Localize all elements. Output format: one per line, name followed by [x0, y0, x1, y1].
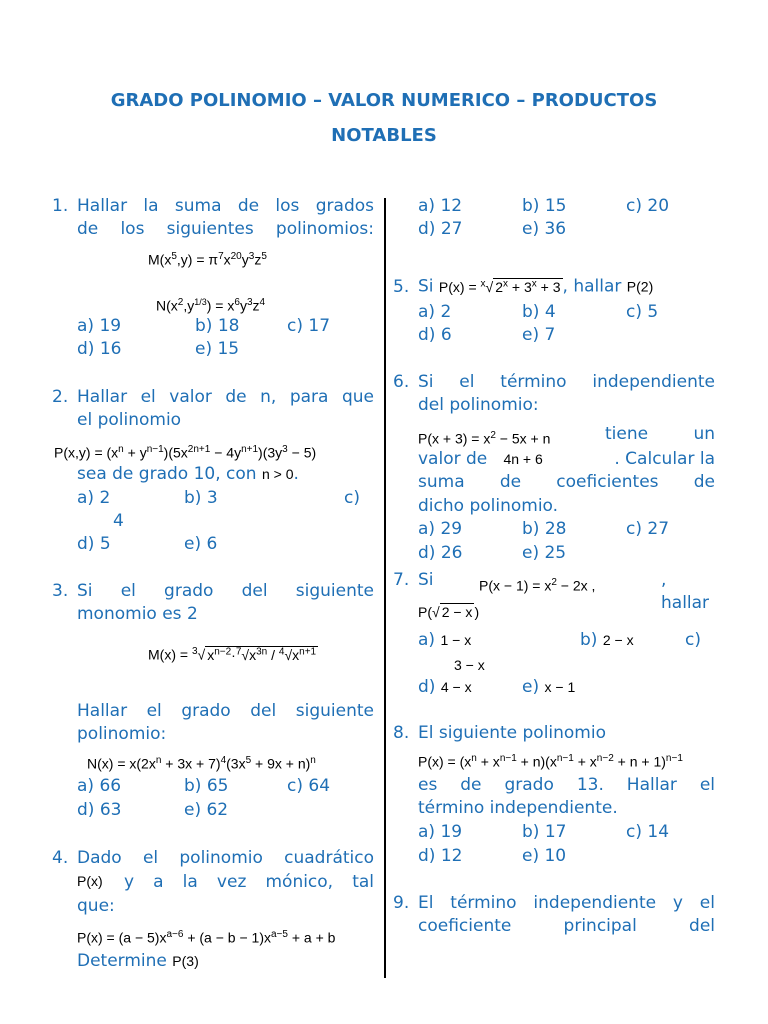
p3-line-3: Hallar el grado del siguiente — [77, 701, 374, 721]
title-line-2: NOTABLES — [331, 125, 437, 146]
p3-formula-n: $N(x) = x(2x^n + 3x + 7)^4(3x^5 + 9x + n)^n$ — [87, 755, 316, 772]
p3-line-4: polinomio: — [77, 724, 167, 744]
p1-line-1: 1. Hallar la suma de los grados — [52, 196, 374, 216]
p4-option-d[interactable]: d) 27 — [418, 219, 463, 239]
p2-option-c[interactable]: c) — [344, 488, 360, 508]
p2-line-1: 2. Hallar el valor de n, para que — [52, 387, 374, 407]
p7-option-b[interactable]: b) 2 − x — [580, 630, 634, 650]
p4-line-3: que: — [77, 896, 115, 916]
left-column — [52, 195, 374, 975]
p5-option-e[interactable]: e) 7 — [522, 325, 556, 345]
p4-line-1: 4. Dado el polinomio cuadrático — [52, 848, 374, 868]
p6-line-4: valor de 4n + 6 . Calcular la — [418, 449, 715, 469]
p4-px: P(x) — [77, 873, 103, 889]
p7-hallar: , hallar — [661, 570, 710, 613]
p8-option-b[interactable]: b) 17 — [522, 822, 567, 842]
p5-option-d[interactable]: d) 6 — [418, 325, 452, 345]
p1-option-c[interactable]: c) 17 — [287, 316, 331, 336]
p2-option-e[interactable]: e) 6 — [184, 534, 218, 554]
p1-option-b[interactable]: b) 18 — [195, 316, 240, 336]
p8-option-c[interactable]: c) 14 — [626, 822, 670, 842]
p9-line-2: coeficiente principal del — [418, 916, 715, 936]
p3-line-2: monomio es 2 — [77, 604, 198, 624]
p6-option-e[interactable]: e) 25 — [522, 543, 567, 563]
p3-option-e[interactable]: e) 62 — [184, 800, 229, 820]
p7-option-d[interactable]: d) 4 − x — [418, 677, 472, 697]
p3-option-a[interactable]: a) 66 — [77, 776, 122, 796]
p8-line-1: 8. El siguiente polinomio — [393, 723, 606, 743]
p1-line-2: de los siguientes polinomios: — [77, 219, 374, 239]
p2-line-3: sea de grado 10, con n > 0. — [77, 464, 299, 484]
p4-line-4: Determine P(3) — [77, 951, 199, 971]
p6-line-5: suma de coeficientes de — [418, 472, 715, 492]
p6-option-c[interactable]: c) 27 — [626, 519, 670, 539]
title-line-1: GRADO POLINOMIO – VALOR NUMERICO – PRODUCTOS — [110, 90, 658, 111]
p7-option-e[interactable]: e) x − 1 — [522, 677, 576, 697]
p1-option-d[interactable]: d) 16 — [77, 339, 122, 359]
p7-target: P(√ 2 − x ) — [418, 604, 480, 620]
p8-line-3: término independiente. — [418, 798, 618, 818]
p6-option-b[interactable]: b) 28 — [522, 519, 567, 539]
p1-option-e[interactable]: e) 15 — [195, 339, 240, 359]
p4-option-e[interactable]: e) 36 — [522, 219, 567, 239]
p4-line-2: y a la vez mónico, tal — [124, 872, 374, 892]
p7-formula: $P(x - 1) = x^2 - 2x$ , — [479, 577, 596, 594]
p4-option-b[interactable]: b) 15 — [522, 196, 567, 216]
p9-line-1: 9. El término independiente y el — [393, 893, 715, 913]
p8-option-a[interactable]: a) 19 — [418, 822, 463, 842]
p7-option-c-value: 3 − x — [454, 657, 485, 673]
p6-option-d[interactable]: d) 26 — [418, 543, 463, 563]
p8-formula: $P(x) = (x^n + x^{n-1} + n)(x^{n-1} + x^{n-2} + n + 1)^{n-1}$ — [418, 753, 683, 770]
p3-option-c[interactable]: c) 64 — [287, 776, 331, 796]
p8-option-d[interactable]: d) 12 — [418, 846, 463, 866]
p2-option-c-value: 4 — [113, 511, 124, 531]
p2-option-d[interactable]: d) 5 — [77, 534, 111, 554]
p5-option-c[interactable]: c) 5 — [626, 302, 659, 322]
p1-formula-m: $M(x^5,y) = \pi^7x^{20}y^3z^5$ — [148, 251, 267, 268]
p7-option-c[interactable]: c) — [685, 630, 701, 650]
p2-option-a[interactable]: a) 2 — [77, 488, 111, 508]
p6-formula: $P(x + 3) = x^2 - 5x + n$ — [418, 430, 551, 447]
p3-option-d[interactable]: d) 63 — [77, 800, 122, 820]
p1-formula-n: $N(x^2,y^{1/3}) = x^6y^3z^4$ — [156, 297, 266, 314]
p4-option-c[interactable]: c) 20 — [626, 196, 670, 216]
p5-option-b[interactable]: b) 4 — [522, 302, 556, 322]
p2-line-2: el polinomio — [77, 410, 182, 430]
p2-formula: $P(x,y) = (x^n + y^{n-1})(5x^{2n+1} - 4y^{n+1})(3y^3 - 5)$ — [54, 444, 317, 461]
right-column — [393, 195, 715, 975]
p2-option-b[interactable]: b) 3 — [184, 488, 218, 508]
p6-line-2: del polinomio: — [418, 395, 539, 415]
p6-line-6: dicho polinomio. — [418, 496, 559, 516]
p6-line-1: 6. Si el término independiente — [393, 372, 715, 392]
p8-line-2: es de grado 13. Hallar el — [418, 775, 715, 795]
p4-formula: $P(x) = (a - 5)x^{a-6} + (a - b - 1)x^{a-5} + a + b$ — [77, 929, 336, 946]
p5-option-a[interactable]: a) 2 — [418, 302, 452, 322]
p6-option-a[interactable]: a) 29 — [418, 519, 463, 539]
p6-line-3: tiene un — [605, 424, 715, 444]
p7-line-1-start: 7. Si — [393, 570, 434, 590]
p7-option-a[interactable]: a) 1 − x — [418, 630, 472, 650]
p3-line-1: 3. Si el grado del siguiente — [52, 581, 374, 601]
column-divider — [384, 198, 386, 978]
p8-option-e[interactable]: e) 10 — [522, 846, 567, 866]
p1-option-a[interactable]: a) 19 — [77, 316, 122, 336]
p4-option-a[interactable]: a) 12 — [418, 196, 463, 216]
p5-line-1: 5. Si P(x) = $^x$√ $2^x + 3^x + 3$ , hallar P(2) — [393, 276, 654, 297]
p3-option-b[interactable]: b) 65 — [184, 776, 229, 796]
p3-formula-m: M(x) = $^3$√ $x^{n-2}\cdot^7√x^{3n} / ^4√x^{n+1}$ — [148, 646, 317, 663]
